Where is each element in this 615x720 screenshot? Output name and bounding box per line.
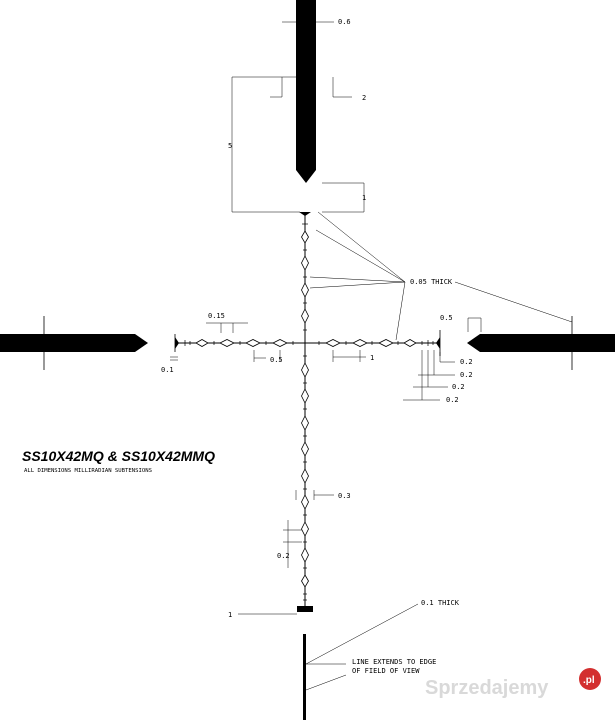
dim-post-tip: 1	[362, 194, 367, 202]
dim-line-offset: 0.1	[161, 366, 174, 374]
diamond-up-3	[302, 283, 309, 297]
left-tip	[175, 337, 179, 349]
diamond-down-10	[302, 575, 309, 587]
dim-diamond-spacing: 0.5	[270, 356, 283, 364]
left-post	[0, 334, 148, 352]
watermark	[425, 668, 601, 699]
diamond-down-6	[302, 469, 309, 483]
bottom-bar	[297, 606, 313, 612]
diamond-up-5	[302, 231, 309, 243]
dim-hash-d: 0.2	[446, 396, 459, 404]
diamond-down-5	[302, 442, 309, 456]
diamond-down-3	[302, 389, 309, 403]
dim-bottom-bar: 1	[228, 611, 233, 619]
right-tip	[436, 337, 440, 349]
diagram-subtitle: ALL DIMENSIONS MILLIRADIAN SUBTENSIONS	[24, 468, 152, 474]
diamond-left-5	[196, 340, 208, 347]
diamond-right-5	[404, 340, 416, 347]
diamond-up-4	[302, 256, 309, 270]
diamond-down-8	[302, 522, 309, 536]
dim-diamond-width: 0.15	[208, 312, 225, 320]
dim-post-length: 5	[228, 142, 233, 150]
diamond-right-3	[353, 340, 367, 347]
dim-post-width: 0.6	[338, 18, 351, 26]
dim-hash-c: 0.2	[452, 383, 465, 391]
right-post	[467, 334, 615, 352]
top-post	[296, 0, 316, 183]
dim-taper-width: 2	[362, 94, 367, 102]
dim-line-thick: 0.05 THICK	[410, 278, 453, 286]
diamond-up-2	[302, 309, 309, 323]
dim-hash-a: 0.2	[460, 358, 473, 366]
dim-lower-hash-spacing: 0.2	[277, 552, 290, 560]
diamond-right-2	[326, 340, 340, 347]
diamond-left-3	[246, 340, 260, 347]
diamond-left-2	[273, 340, 287, 347]
diagram-title: SS10X42MQ & SS10X42MMQ	[22, 448, 215, 464]
diamond-down-7	[302, 495, 309, 509]
watermark-suffix: .pl	[583, 675, 595, 686]
dim-bottom-thick: 0.1 THICK	[421, 599, 459, 607]
bottom-thick-line	[303, 634, 306, 720]
edge-note-line-1: LINE EXTENDS TO EDGE	[352, 658, 437, 666]
diamond-down-4	[302, 416, 309, 430]
diamond-down-9	[302, 548, 309, 562]
diamond-down-2	[302, 363, 309, 377]
top-tip	[299, 212, 311, 216]
dim-hash-spacing: 1	[370, 354, 375, 362]
crosshair-lines	[175, 212, 440, 612]
dim-side-gap: 0.5	[440, 314, 453, 322]
watermark-text: Sprzedajemy	[425, 677, 549, 699]
diamond-left-4	[220, 340, 234, 347]
diamond-right-4	[379, 340, 393, 347]
dim-hash-b: 0.2	[460, 371, 473, 379]
edge-note-line-2: OF FIELD OF VIEW	[352, 667, 420, 675]
dim-lower-hash-width: 0.3	[338, 492, 351, 500]
